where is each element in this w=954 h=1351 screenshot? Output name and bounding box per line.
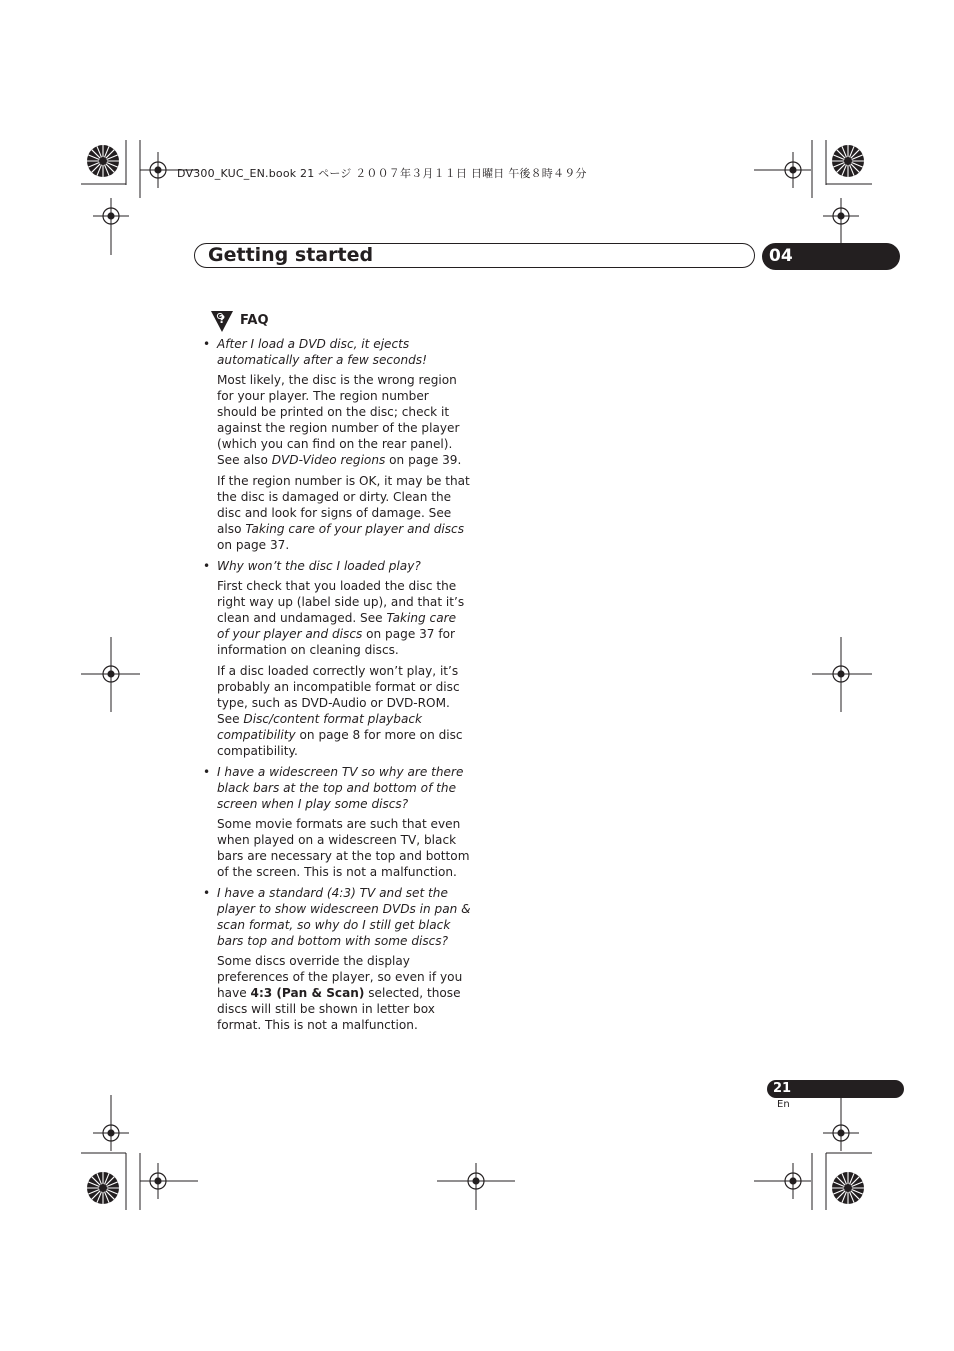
- answer-text: Some movie formats are such that even when played on a widescreen TV, black bars are necessary at the top and bottom of the screen. This is not a malfunction.: [217, 817, 470, 879]
- cross-reference: Taking care of your player and discs: [245, 522, 465, 536]
- answer-text: First check that you loaded the disc the right way up (label side up), and that it’s clean and undamaged. See: [217, 579, 465, 625]
- answer-text: If a disc loaded correctly won’t play, it’s probably an incompatible format or disc type, such as DVD-Audio or DVD-ROM. See: [217, 664, 460, 726]
- cross-reference: DVD-Video regions: [271, 453, 386, 467]
- page-number: 21: [773, 1081, 792, 1096]
- faq-item: [203, 558, 471, 759]
- answer-text: on page 37 for information on cleaning discs.: [217, 627, 455, 657]
- section-title: Getting started: [208, 244, 374, 266]
- cross-reference: Taking care of your player and discs: [217, 611, 457, 641]
- faq-answer: [217, 663, 471, 759]
- bullet: •: [203, 559, 211, 573]
- faq-answer: [217, 953, 471, 1033]
- faq-answer: [217, 578, 471, 658]
- faq-answer: [217, 473, 471, 553]
- faq-question: Why won’t the disc I loaded play?: [217, 559, 421, 573]
- faq-item: [203, 885, 471, 1033]
- faq-answer: [217, 816, 471, 880]
- chapter-badge: [762, 243, 900, 270]
- svg-text:?: ?: [218, 313, 226, 326]
- answer-text: on page 8 for more on disc compatibility.: [217, 728, 463, 758]
- print-slug-header: DV300_KUC_EN.book 21 ページ ２００７年３月１１日 日曜日 午後８時４９分: [177, 167, 587, 180]
- chapter-number: 04: [769, 246, 793, 266]
- answer-text: on page 37.: [217, 538, 290, 552]
- bullet: •: [203, 765, 211, 779]
- answer-text: selected, those discs will still be shown in letter box format. This is not a malfunction.: [217, 986, 461, 1032]
- faq-item: [203, 336, 471, 553]
- bullet: •: [203, 886, 211, 900]
- faq-list: [203, 336, 471, 1038]
- faq-question: I have a standard (4:3) TV and set the player to show widescreen DVDs in pan & scan format, so why do I still get black bars top and bottom with some discs?: [217, 886, 471, 948]
- answer-text: Some discs override the display preferences of the player, so even if you have: [217, 954, 463, 1000]
- answer-text: on page 39.: [385, 453, 462, 467]
- answer-text: Most likely, the disc is the wrong region for your player. The region number should be printed on the disc; check it against the region number of the player (which you can find on the rear panel). See also: [217, 373, 460, 467]
- faq-question: After I load a DVD disc, it ejects automatically after a few seconds!: [217, 337, 427, 367]
- cross-reference: Disc/content format playback compatibility: [217, 712, 423, 742]
- language-label: En: [777, 1099, 790, 1110]
- setting-name: 4:3 (Pan & Scan): [250, 986, 365, 1000]
- faq-label: FAQ: [240, 313, 269, 328]
- answer-text: If the region number is OK, it may be that the disc is damaged or dirty. Clean the disc and look for signs of damage. See also: [217, 474, 470, 536]
- faq-item: [203, 764, 471, 880]
- warning-info-icon: [210, 309, 234, 333]
- page-number-badge: [767, 1080, 904, 1098]
- faq-answer: [217, 372, 471, 468]
- bullet: •: [203, 337, 211, 351]
- faq-question: I have a widescreen TV so why are there black bars at the top and bottom of the screen when I play some discs?: [217, 765, 464, 811]
